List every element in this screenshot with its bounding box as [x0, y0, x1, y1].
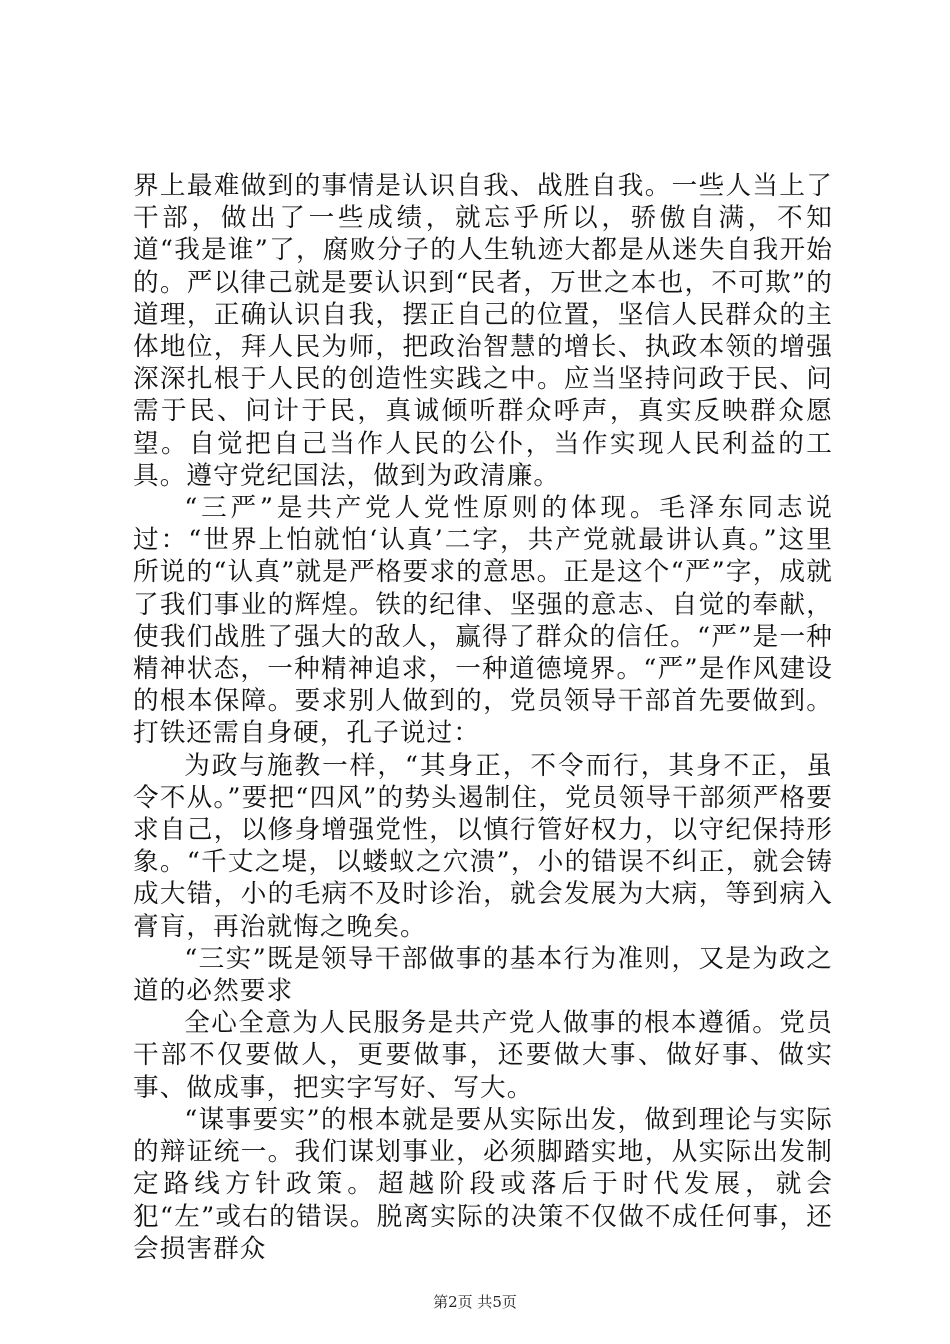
page-number-footer: 第2页 共5页 — [433, 1293, 517, 1311]
paragraph-5: 全心全意为人民服务是共产党人做事的根本遵循。党员干部不仅要做人，更要做事，还要做大事、做好事、做实事、做成事，把实字写好、写大。 — [133, 1008, 833, 1103]
paragraph-4: “三实”既是领导干部做事的基本行为准则，又是为政之道的必然要求 — [133, 943, 833, 1007]
paragraph-6: “谋事要实”的根本就是要从实际出发，做到理论与实际的辩证统一。我们谋划事业，必须脚踏实地，从实际出发制定路线方针政策。超越阶段或落后于时代发展，就会犯“左”或右的错误。脱离实际的决策不仅做不成任何事，还会损害群众 — [133, 1104, 833, 1264]
document-body — [133, 170, 833, 1265]
paragraph-2: “三严”是共产党人党性原则的体现。毛泽东同志说过：“世界上怕就怕‘认真’二字，共产党就最讲认真。”这里所说的“认真”就是严格要求的意思。正是这个“严”字，成就了我们事业的辉煌。铁的纪律、坚强的意志、自觉的奉献，使我们战胜了强大的敌人，赢得了群众的信任。“严”是一种精神状态，一种精神追求，一种道德境界。“严”是作风建设的根本保障。要求别人做到的，党员领导干部首先要做到。打铁还需自身硬，孔子说过： — [133, 493, 833, 749]
paragraph-3: 为政与施教一样，“其身正，不令而行，其身不正，虽令不从。”要把“四风”的势头遏制住，党员领导干部须严格要求自己，以修身增强党性，以慎行管好权力，以守纪保持形象。“千丈之堤，以蝼蚁之穴溃”，小的错误不纠正，就会铸成大错，小的毛病不及时诊治，就会发展为大病，等到病入膏肓，再治就悔之晚矣。 — [133, 750, 833, 942]
paragraph-1: 界上最难做到的事情是认识自我、战胜自我。一些人当上了干部，做出了一些成绩，就忘乎所以，骄傲自满，不知道“我是谁”了，腐败分子的人生轨迹大都是从迷失自我开始的。严以律己就是要认识到“民者，万世之本也，不可欺”的道理，正确认识自我，摆正自己的位置，坚信人民群众的主体地位，拜人民为师，把政治智慧的增长、执政本领的增强深深扎根于人民的创造性实践之中。应当坚持问政于民、问需于民、问计于民，真诚倾听群众呼声，真实反映群众愿望。自觉把自己当作人民的公仆，当作实现人民利益的工具。遵守党纪国法，做到为政清廉。 — [133, 171, 833, 491]
